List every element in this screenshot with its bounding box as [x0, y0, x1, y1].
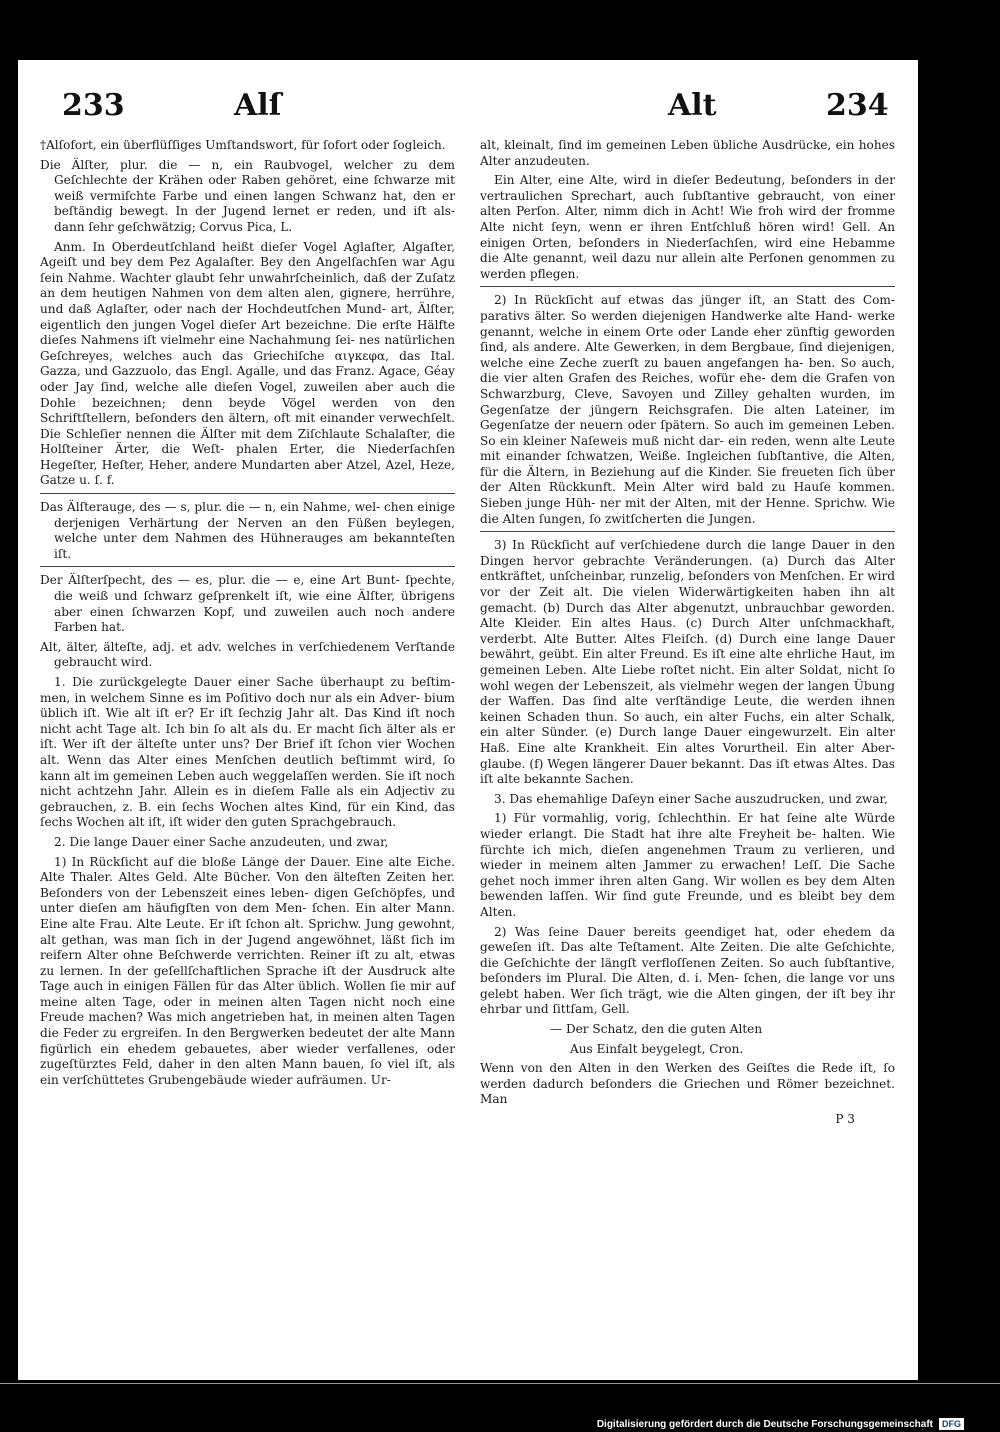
scanned-page — [18, 60, 918, 1380]
paragraph: 1) In Rückſicht auf die bloße Länge der Dauer. Eine alte Eiche. Alte Thaler. Altes Geld. Alte Bücher. Von den älteſten Zeiten her. Beſonders von der Lebenszeit eines leben- digen Geſchöpfes, und unter dieſen am häufigſten von dem Men- ſchen. Ein alter Mann. Eine alte Frau. Alte Leute. Er iſt ſchon alt. Sprichw. Jung gewohnt, alt gethan, was man ſich in der Jugend angewöhnet, läßt ſich im reifern Alter ohne Beſchwerde verrichten. Reiner iſt zu alt, etwas zu lernen. In der geſellſchaftlichen Sprache iſt der Ausdruck alte Tage auch in einigen Fällen für das Alter üblich. Wollen ſie mir auf meine alten Tage, oder in meinen alten Tagen nicht noch eine Freude machen? Was mich angetrieben hat, in meinen alten Tagen die Feder zu ergreifen. In den Bergwerken bedeutet der alte Mann figürlich ein ehedem gebauetes, aber wieder verfallenes, oder zugeſtürztes Feld, daher in den alten Mann bauen, ſo viel iſt, als ein verſchüttetes Grubengebäude wieder aufräumen. Ur- — [40, 854, 455, 1087]
right-page-number: 234 — [826, 88, 889, 123]
entry-separator — [40, 566, 455, 567]
paragraph: alt, kleinalt, ſind im gemeinen Leben übliche Ausdrücke, ein hohes Alter anzudeuten. — [480, 138, 895, 168]
paragraph: 3) In Rückſicht auf verſchiedene durch die lange Dauer in den Dingen hervor gebrachte Veränderungen. (a) Durch das Alter entkräftet, unſcheinbar, runzelig, beſonders von Menſchen. Er wird vor der Zeit alt. Die vielen Widerwärtigkeiten haben ihn alt gemacht. (b) Durch das Alter abgenutzt, unbrauchbar geworden. Alte Kleider. Ein altes Haus. (c) Durch Alter unſchmackhaft, verderbt. Alte Butter. Altes Fleiſch. (d) Durch eine lange Dauer bewährt, geübt. Ein alter Freund. Es iſt eine alte ehrliche Haut, im gemeinen Leben. Alte Liebe roſtet nicht. Ein alter Soldat, nicht ſo wohl wegen der Lebenszeit, als vielmehr wegen der langen Übung der Waffen. Das ſind alte verſtändige Leute, die werden ihnen keinen Schaden thun. So auch, ein alter Fuchs, ein alter Schalk, ein alter Sünder. (e) Durch lange Dauer eingewurzelt. Ein alter Haß. Eine alte Krankheit. Ein altes Vorurtheil. Ein alter Aber- glaube. (f) Wegen längerer Dauer bekannt. Das iſt etwas Altes. Das iſt alte bekannte Sachen. — [480, 538, 895, 787]
left-headword: Alſ — [234, 88, 282, 123]
paragraph: Anm. In Oberdeutſchland heißt dieſer Vogel Aglaſter, Algaſter, Ageiſt und bey dem Pez Agalaſter. Bey den Angelſachſen war Agu ſein Nahme. Wachter glaubt ſehr unwahrſcheinlich, daß der Zuſatz an dem heutigen Nahmen von dem alten alen, gignere, herrühre, und daß Aglaſter, oder nach der Hochdeutſchen Mund- art, Älſter, eigentlich den jungen Vogel dieſer Art bezeichne. Die erſte Hälfte dieſes Nahmens iſt vielmehr eine Nachahmung ſei- nes natürlichen Geſchreyes, welches auch das Griechiſche αιγκεφα, das Ital. Gazza, und Gazzuolo, das Engl. Agalle, und das Franz. Agace, Géay oder Jay ſind, welche alle dieſen Vogel, zuweilen aber auch die Dohle bezeichnen; denn beyde Vögel werden von den Schriftſtellern, beſonders den ältern, oft mit einander verwechſelt. Die Schleſier nennen die Älſter mit dem Ziſchlaute Schalaſter, die Holſteiner Ärter, die Weſt- phalen Erter, die Niederſachſen Hegeſter, Heſter, Heher, andere Mundarten aber Atzel, Azel, Heze, Gatze u. ſ. f. — [40, 239, 455, 488]
paragraph: Das Älſterauge, des — s, plur. die — n, ein Nahme, wel- chen einige derjenigen Verhärtung der Nerven an den Füßen beylegen, welche unter dem Nahmen des Hühnerauges am bekannteſten iſt. — [40, 500, 455, 561]
paragraph: — Der Schatz, den die guten Alten — [550, 1022, 763, 1037]
paragraph: 2. Die lange Dauer einer Sache anzudeuten, und zwar, — [54, 834, 389, 849]
paragraph: Alt, älter, älteſte, adj. et adv. welches in verſchiedenem Verſtande gebraucht wird. — [40, 639, 455, 670]
entry-separator — [480, 531, 895, 532]
left-page-number: 233 — [62, 88, 125, 123]
paragraph: 2) In Rückſicht auf etwas das jünger iſt, an Statt des Com- parativs älter. So werden diejenigen Handwerke alte Hand- werke genannt, welche in einem Orte oder Lande eher zünftig geworden ſind, als andere. Alte Gewerken, in dem Bergbaue, ſind diejenigen, welche eine Zeche zuerſt zu bauen angefangen ha- ben. So auch, die vier alten Grafen des Reiches, wofür ehe- dem die Grafen von Schwarzburg, Cleve, Savoyen und Zilley gehalten wurden, im Gegenſatze der jüngern Reichsgrafen. Die alten Lateiner, im Gegenſatze der neuern oder ſpätern. So auch im gemeinen Leben. So ein kleiner Naſeweis muß nicht dar- ein reden, wenn alte Leute mit einander ſchwatzen, Weiße. Ingleichen ſubſtantive, die Alten, für die Ältern, in Beziehung auf die Kinder. Sie freueten ſich über der Alten Rückkunft. Mein Alter wird bald zu Hauſe kommen. Sieben junge Hüh- ner mit der Alten, mit der Henne. Sprichw. Wie die Alten ſungen, ſo zwitſcherten die Jungen. — [480, 293, 895, 526]
funding-note: Digitalisierung gefördert durch die Deutsche Forschungsgemeinschaft — [596, 1418, 933, 1430]
right-headword: Alt — [668, 88, 717, 123]
paragraph: Ein Alter, eine Alte, wird in dieſer Bedeutung, beſonders in der vertraulichen Sprechart, auch ſubſtantive gebraucht, von einer alten Perſon. Alter, nimm dich in Acht! Wie froh wird der fromme Alte nicht ſeyn, wenn er ihren Entſchluß hören wird! Gell. An einigen Orten, beſonders in Niederſachſen, wird eine Hebamme die Alte genannt, weil dazu nur allein alte Perſonen genommen zu werden pflegen. — [480, 173, 895, 281]
entry-separator — [480, 286, 895, 287]
entry-separator — [40, 493, 455, 494]
paragraph: 1) Für vormahlig, vorig, ſchlechthin. Er hat ſeine alte Würde wieder erlangt. Die Stadt hat ihre alte Freyheit be- halten. Wie fürchte ich mich, dieſen angenehmen Traum zu verlieren, und wieder in meinem alten Jammer zu erwachen! Leſſ. Die Sache gehet noch immer ihren alten Gang. Wir wollen es bey dem Alten bewenden laſſen. Wir ſind gute Freunde, und es bleibt bey dem Alten. — [480, 811, 895, 919]
signature-mark: P 3 — [835, 1112, 855, 1127]
dfg-logo: DFG — [939, 1418, 964, 1430]
paragraph: Der Älſterſpecht, des — es, plur. die — e, eine Art Bunt- ſpechte, die weiß und ſchwarz geſprenkelt iſt, wie eine Älſter, übrigens aber einen ſchwarzen Kopf, und zuweilen auch noch andere Farben hat. — [40, 573, 455, 635]
paragraph: Wenn von den Alten in den Werken des Geiſtes die Rede iſt, ſo werden dadurch beſonders die Griechen und Römer bezeichnet. Man — [480, 1061, 895, 1107]
paragraph: 3. Das ehemahlige Daſeyn einer Sache auszudrucken, und zwar, — [494, 791, 888, 806]
paragraph: Aus Einfalt beygelegt, Cron. — [570, 1041, 744, 1056]
paragraph: 2) Was ſeine Dauer bereits geendiget hat, oder ehedem da geweſen iſt. Das alte Teſtament. Alte Zeiten. Die alte Geſchichte, die Geſchichte der längſt verfloſſenen Zeiten. So auch ſubſtantive, beſonders im Plural. Die Alten, d. i. Men- ſchen, die lange vor uns gelebt haben. Wer ſich trägt, wie die Alten gingen, der iſt bey ihr ehrbar und ſittſam, Gell. — [480, 924, 895, 1017]
paragraph: 1. Die zurückgelegte Dauer einer Sache überhaupt zu beſtim- men, in welchem Sinne es im Poſitivo doch nur als ein Adver- bium üblich iſt. Wie alt iſt er? Er iſt ſechzig Jahr alt. Das Kind iſt noch nicht acht Tage alt. Ich bin ſo alt als du. Er macht ſich älter als er iſt. Wer iſt der älteſte unter uns? Der Brief iſt ſchon vier Wochen alt. Wenn das Alter eines Menſchen deutlich beſtimmt wird, ſo kann alt im gemeinen Leben auch weggelaſſen werden. Sie iſt noch nicht achtzehn Jahr. Allein es in dieſem Falle als ein Adjectiv zu gebrauchen, z. B. ein ſechs Wochen altes Kind, für ein Kind, das ſechs Wochen alt iſt, iſt wider den guten Sprachgebrauch. — [40, 675, 455, 830]
footer — [597, 1418, 964, 1430]
right-column — [480, 138, 895, 1132]
paragraph: †Alſofort, ein überflüſſiges Umſtandswort, für ſofort oder ſogleich. — [40, 138, 446, 152]
left-column — [40, 138, 455, 1092]
paragraph: Die Älſter, plur. die — n, ein Raubvogel, welcher zu dem Geſchlechte der Krähen oder Raben gehöret, eine ſchwarze mit weiß vermiſchte Farbe und einen langen Schwanz hat, den er beſtändig bewegt. In der Jugend lernet er reden, und iſt als- dann ſehr geſchwätzig; Corvus Pica, L. — [40, 157, 455, 234]
bottom-rule — [0, 1383, 1000, 1384]
